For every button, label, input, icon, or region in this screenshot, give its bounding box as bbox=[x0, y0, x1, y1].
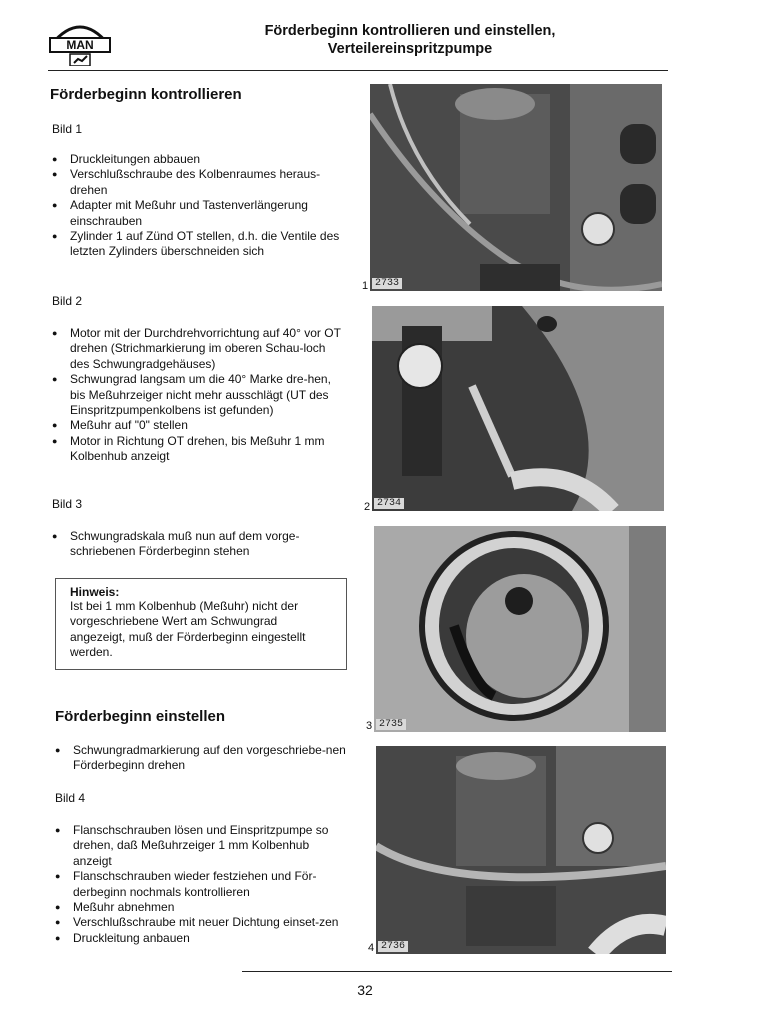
photo-2-code: 2734 bbox=[374, 498, 404, 509]
photo-1-code: 2733 bbox=[372, 278, 402, 289]
title-line-2: Verteilereinspritzpumpe bbox=[327, 41, 493, 57]
bild2-label: Bild 2 bbox=[52, 294, 83, 308]
photo-3-number: 3 bbox=[366, 720, 373, 732]
list-item: ● Motor mit der Durchdrehvorrichtung auf 40° vor OT drehen (Strichmarkierung im oberen Schau-loch des Schwungradgehäuses) bbox=[52, 326, 344, 372]
flywheel-scale-inspection-image bbox=[374, 526, 666, 732]
list-item: ● Zylinder 1 auf Zünd OT stellen, d.h. die Ventile des letzten Zylinders überschneiden sich bbox=[52, 229, 344, 260]
photo-1-number: 1 bbox=[362, 280, 369, 292]
list-item: ● Schwungrad langsam um die 40° Marke dre-hen, bis Meßuhrzeiger nicht mehr ausschlägt (UT des Einspritzpumpenkolbens ist gefunden) bbox=[52, 372, 344, 418]
list-item: ● Adapter mit Meßuhr und Tastenverlängerung einschrauben bbox=[52, 198, 344, 229]
photo-4-code: 2736 bbox=[378, 941, 408, 952]
photo-2 bbox=[372, 306, 664, 511]
photo-3-code: 2735 bbox=[376, 719, 406, 730]
photo-3 bbox=[374, 526, 666, 732]
title-line-1: Förderbeginn kontrollieren und einstellen, bbox=[264, 23, 556, 39]
note-box bbox=[55, 578, 347, 670]
section-heading-check: Förderbeginn kontrollieren bbox=[50, 86, 242, 103]
list-item: ● Druckleitungen abbauen bbox=[52, 152, 344, 167]
bild4-label: Bild 4 bbox=[55, 791, 86, 805]
note-body: Ist bei 1 mm Kolbenhub (Meßuhr) nicht der vorgeschriebene Wert am Schwungrad angezeigt, muß der Förderbeginn eingestellt werden. bbox=[70, 599, 306, 660]
bild3-list bbox=[52, 529, 342, 560]
photo-4-number: 4 bbox=[368, 942, 375, 954]
list-item: ● Verschlußschraube mit neuer Dichtung einset-zen bbox=[55, 915, 347, 930]
page-title bbox=[150, 22, 670, 58]
bild1-label: Bild 1 bbox=[52, 122, 83, 136]
photo-2-number: 2 bbox=[364, 501, 371, 513]
flywheel-housing-image bbox=[372, 306, 664, 511]
footer-rule bbox=[242, 971, 672, 972]
list-item: ● Druckleitung anbauen bbox=[55, 931, 347, 946]
bild3-label: Bild 3 bbox=[52, 497, 83, 511]
list-item: ● Meßuhr auf "0" stellen bbox=[52, 418, 344, 433]
list-item: ● Verschlußschraube des Kolbenraumes heraus-drehen bbox=[52, 167, 344, 198]
list-item: ● Motor in Richtung OT drehen, bis Meßuhr 1 mm Kolbenhub anzeigt bbox=[52, 434, 344, 465]
svg-text:MAN: MAN bbox=[66, 38, 94, 52]
man-logo bbox=[48, 16, 112, 66]
bild1-list bbox=[52, 152, 344, 260]
bild4-list bbox=[55, 823, 347, 946]
list-item: ● Schwungradskala muß nun auf dem vorge-schriebenen Förderbeginn stehen bbox=[52, 529, 342, 560]
page-number: 32 bbox=[357, 982, 373, 998]
list-item: ● Schwungradmarkierung auf den vorgeschriebe-nen Förderbeginn drehen bbox=[55, 743, 347, 774]
adjust-intro-list bbox=[55, 743, 347, 774]
list-item: ● Flanschschrauben lösen und Einspritzpumpe so drehen, daß Meßuhrzeiger 1 mm Kolbenhub anzeigt bbox=[55, 823, 347, 869]
photo-4 bbox=[376, 746, 666, 954]
header-rule bbox=[48, 70, 668, 71]
photo-1 bbox=[370, 84, 662, 291]
section-heading-adjust: Förderbeginn einstellen bbox=[55, 708, 226, 725]
list-item: ● Meßuhr abnehmen bbox=[55, 900, 347, 915]
bild2-list bbox=[52, 326, 344, 465]
list-item: ● Flanschschrauben wieder festziehen und För-derbeginn nochmals kontrollieren bbox=[55, 869, 347, 900]
note-heading: Hinweis: bbox=[70, 585, 120, 599]
injection-pump-adjust-image bbox=[376, 746, 666, 954]
engine-injection-pump-image bbox=[370, 84, 662, 291]
